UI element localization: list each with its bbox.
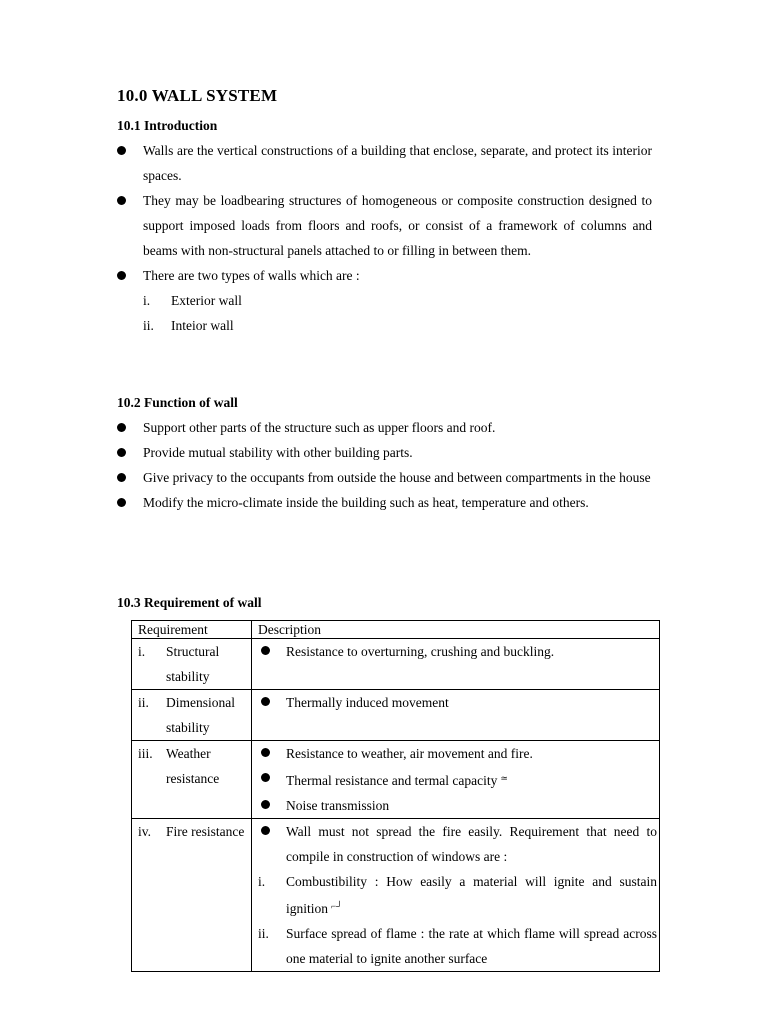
list-item-text: There are two types of walls which are : <box>143 268 360 283</box>
section-title-function: 10.2 Function of wall <box>117 395 238 410</box>
wall-types-list <box>143 288 652 338</box>
roman-numeral: ii. <box>143 318 154 333</box>
roman-numeral: iv. <box>138 824 151 839</box>
table-row <box>132 690 660 741</box>
description-subitem <box>258 869 659 921</box>
requirement-cell <box>132 639 252 690</box>
description-item: Resistance to overturning, crushing and buckling. <box>258 639 659 664</box>
list-item: Modify the micro-climate inside the building such as heat, temperature and others. <box>117 490 652 515</box>
description-item: Resistance to weather, air movement and fire. <box>258 741 659 766</box>
list-item: Provide mutual stability with other building parts. <box>117 440 652 465</box>
table-row <box>132 639 660 690</box>
list-item: They may be loadbearing structures of homogeneous or composite construction designed to support imposed loads from floors and roofs, or consist of a framework of columns and beams with non-structural panels attached to or filling in between them. <box>117 188 652 263</box>
description-subitem <box>258 921 659 971</box>
annotation-mark-icon: ⌐┘ <box>331 901 343 911</box>
roman-numeral: ii. <box>138 695 149 710</box>
requirement-cell <box>132 690 252 741</box>
wall-type-item <box>143 288 652 313</box>
requirement-name: Dimensional stability <box>166 695 235 735</box>
roman-numeral: i. <box>143 293 151 308</box>
list-item: Support other parts of the structure such as upper floors and roof. <box>117 415 652 440</box>
requirement-name: Structural stability <box>166 644 220 684</box>
roman-numeral: i. <box>138 644 146 659</box>
page-title: 10.0 WALL SYSTEM <box>117 86 278 105</box>
requirement-cell <box>132 741 252 819</box>
table-row <box>132 741 660 819</box>
requirement-table <box>131 620 660 972</box>
description-text: Surface spread of flame : the rate at which flame will spread across one material to ignite another surface <box>286 926 657 966</box>
roman-numeral: i. <box>258 874 266 889</box>
description-item: Thermally induced movement <box>258 690 659 715</box>
description-text: Combustibility : How easily a material will ignite and sustain ignition <box>286 874 657 916</box>
wall-type-label: Exterior wall <box>171 293 242 308</box>
description-cell <box>252 741 660 819</box>
roman-numeral: ii. <box>258 926 269 941</box>
introduction-bullet-list <box>117 138 652 338</box>
requirement-name: Weather resistance <box>166 746 220 786</box>
table-row <box>132 819 660 972</box>
description-item <box>258 766 659 793</box>
list-item: Walls are the vertical constructions of a building that enclose, separate, and protect its interior spaces. <box>117 138 652 188</box>
section-title-introduction: 10.1 Introduction <box>117 118 218 133</box>
description-cell <box>252 819 660 972</box>
section-title-requirement: 10.3 Requirement of wall <box>117 595 262 610</box>
description-item: Wall must not spread the fire easily. Requirement that need to compile in construction of windows are : <box>258 819 659 869</box>
table-header-description: Description <box>252 621 660 639</box>
function-bullet-list <box>117 415 652 515</box>
list-item: Give privacy to the occupants from outside the house and between compartments in the house <box>117 465 652 490</box>
table-header-row <box>132 621 660 639</box>
roman-numeral: iii. <box>138 746 153 761</box>
description-item: Noise transmission <box>258 793 659 818</box>
requirement-cell <box>132 819 252 972</box>
annotation-mark-icon: ≃ <box>500 773 508 783</box>
wall-type-label: Inteior wall <box>171 318 234 333</box>
description-cell <box>252 639 660 690</box>
description-cell <box>252 690 660 741</box>
requirement-name: Fire resistance <box>166 824 245 839</box>
table-header-requirement: Requirement <box>132 621 252 639</box>
wall-type-item <box>143 313 652 338</box>
list-item <box>117 263 652 338</box>
description-text: Thermal resistance and termal capacity <box>286 773 498 788</box>
